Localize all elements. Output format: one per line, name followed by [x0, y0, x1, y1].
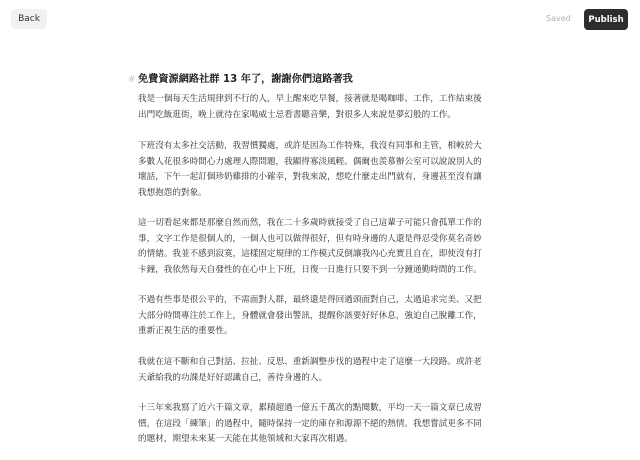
paragraph-line: 這一切看起來都是那麼自然而然，我在二十多歲時就接受了自己這輩子可能只會孤單工作的	[138, 218, 482, 228]
paragraph[interactable]	[138, 216, 500, 278]
back-button[interactable]: Back	[11, 9, 47, 29]
paragraph-line: 事，文字工作是很個人的，一個人也可以做得很好，但有時身邊的人還是得忍受你莫名奇妙	[138, 233, 482, 244]
paragraph-line: 十三年來我寫了近六千篇文章，累積超過一億五千萬次的點閱數，平均一天一篇文章已成習	[138, 403, 482, 413]
paragraph-line: 下班沒有太多社交活動，我習慣獨處，或許是因為工作特殊，我沒有同事和主管，相較於大	[138, 141, 482, 151]
paragraph-line: 大部分時間專注於工作上，身體就會發出警訊，提醒你該要好好休息，強迫自己脫離工作，	[138, 310, 482, 321]
paragraph[interactable]	[138, 355, 500, 386]
publish-button[interactable]: Publish	[584, 9, 628, 30]
save-status: Saved	[546, 14, 571, 23]
paragraph-line: 慣，在這段「練筆」的過程中，隨時保持一定的庫存和源源不絕的熱情。我想嘗試更多不同	[138, 418, 482, 429]
paragraph-line: 的題材，期望未來某一天能在其他領域和大家再次相遇。	[138, 434, 353, 444]
paragraph-line: 我想抱怨的對象。	[138, 187, 207, 198]
paragraph-line: 壞話，下午一起訂個珍奶雞排的小確幸，對我來說，想吃什麼走出門就有，身邊甚至沒有讓	[138, 172, 482, 182]
paragraph-line: 不過有些事是很公平的，不需面對人群，最終還是得回過頭面對自己，太過追求完美、又把	[138, 295, 482, 305]
paragraph-line: 我是一個每天生活規律到不行的人，早上醒來吃早餐，接著就是喝咖啡、工作，工作結束後	[138, 94, 482, 104]
paragraph-line: 出門吃飯逛街，晚上就待在家喝威士忌看書聽音樂，對很多人來說是夢幻般的工作。	[138, 109, 456, 120]
paragraph-line: 卡鐘，我依然每天自發性的在心中上下班，日復一日進行只要不到一分鐘通勤時間的工作。	[138, 264, 482, 275]
paragraph-line: 天爺給我的功課是好好認識自己，善待身邊的人。	[138, 372, 328, 383]
paragraph[interactable]	[138, 401, 500, 448]
post-title[interactable]: 免費資源網路社群 13 年了，謝謝你們這路著我	[138, 74, 353, 85]
heading-marker-icon[interactable]: #	[128, 75, 136, 85]
paragraph[interactable]	[138, 92, 500, 123]
paragraph[interactable]	[138, 139, 500, 201]
paragraph-line: 重新正視生活的重要性。	[138, 326, 233, 336]
paragraph-line: 多數人花很多時間心力處理人際問題，我顯得寡淡風輕。偶爾也羨慕辦公室可以說說別人的	[138, 156, 482, 167]
paragraph-line: 我就在這不斷和自己對話、拉扯、反思、重新調整步伐的過程中走了這麼一大段路。或許老	[138, 357, 482, 367]
paragraph[interactable]	[138, 293, 500, 340]
paragraph-line: 的情緒。我並不感到寂寞，這樣固定規律的工作模式反倒讓我內心充實且自在，即使沒有打	[138, 249, 482, 259]
